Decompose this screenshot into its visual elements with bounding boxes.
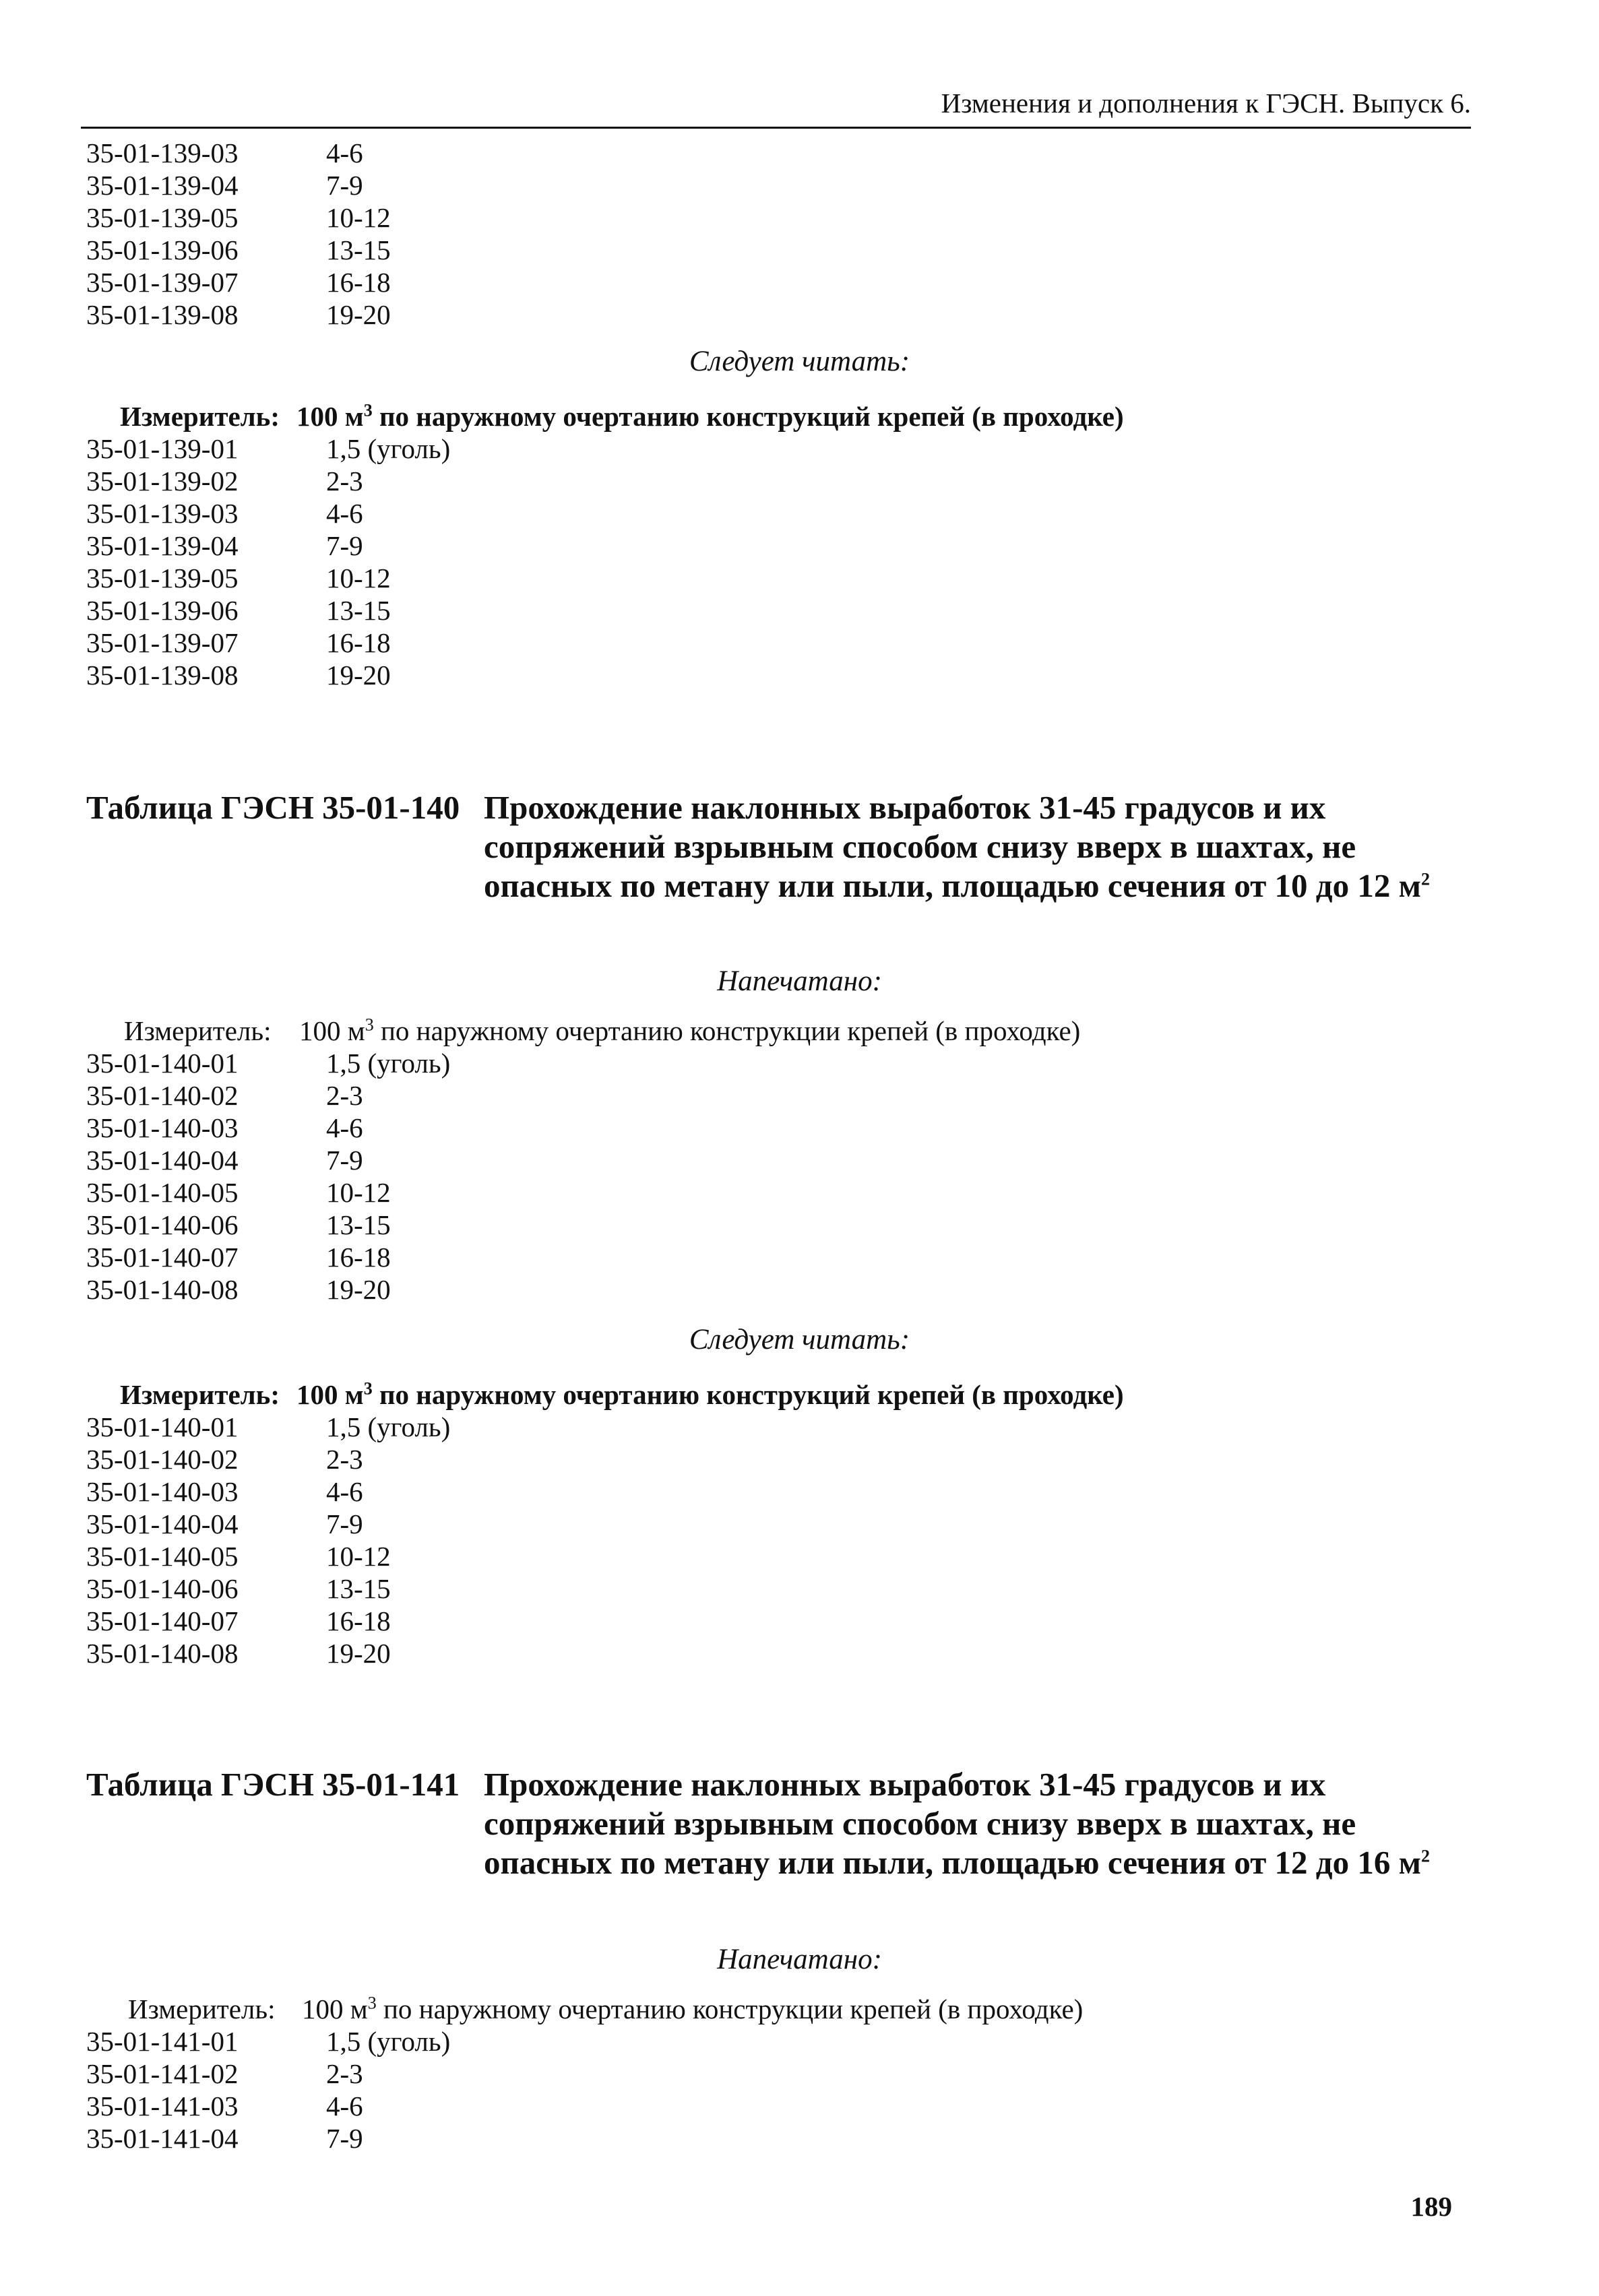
row-value: 7-9 [326,530,363,561]
measure-text [302,1993,1083,2025]
row-code: 35-01-140-07 [86,1605,239,1636]
row-code: 35-01-140-03 [86,1112,239,1143]
row-code: 35-01-141-02 [86,2058,239,2089]
measure-prefix: 100 м [296,1379,364,1410]
row-value: 4-6 [326,1112,363,1143]
table-141-prefix: Таблица ГЭСН 35-01-141 [86,1766,460,1803]
row-code: 35-01-139-06 [86,595,239,626]
row-code: 35-01-139-03 [86,137,239,168]
row-code: 35-01-139-06 [86,234,239,265]
table-140-title-text: Прохождение наклонных выработок 31-45 градусов и их сопряжений взрывным способом снизу вверх в шахтах, не опасных по метану или пыли, площадью сечения от 10 до 12 м [484,789,1421,904]
row-value: 7-9 [326,1508,363,1539]
row-code: 35-01-139-07 [86,267,239,298]
row-value: 10-12 [326,202,391,233]
row-value: 10-12 [326,563,391,594]
table-141-name [484,1765,1481,1882]
measure-suffix: по наружному очертанию конструкции крепей (в проходке) [376,1994,1084,2024]
table-140-name [484,788,1481,905]
row-code: 35-01-140-02 [86,1444,239,1475]
row-value: 4-6 [326,1476,363,1507]
measure-text [296,400,1124,433]
measure-label: Измеритель: [120,1379,280,1410]
header-divider [81,127,1471,129]
row-value: 16-18 [326,267,391,298]
measure-sup: 3 [365,1015,374,1035]
row-value: 10-12 [326,1177,391,1208]
printed-heading-141: Напечатано: [717,1944,882,1975]
row-code: 35-01-139-07 [86,627,239,658]
row-code: 35-01-139-03 [86,498,239,529]
should-read-heading-1: Следует читать: [689,346,910,377]
row-code: 35-01-140-05 [86,1541,239,1572]
row-code: 35-01-140-04 [86,1508,239,1539]
row-value: 2-3 [326,466,363,497]
row-code: 35-01-139-04 [86,530,239,561]
measure-suffix: по наружному очертанию конструкций крепей (в проходке) [372,1379,1124,1410]
row-value: 7-9 [326,1145,363,1176]
row-code: 35-01-139-08 [86,299,239,330]
table-140-prefix: Таблица ГЭСН 35-01-140 [86,789,460,826]
running-header: Изменения и дополнения к ГЭСН. Выпуск 6. [941,88,1471,119]
should-read-heading-140: Следует читать: [689,1324,910,1356]
row-code: 35-01-140-06 [86,1209,239,1240]
measure-label: Измеритель: [124,1015,272,1046]
row-value: 16-18 [326,1242,391,1273]
row-code: 35-01-140-03 [86,1476,239,1507]
row-value: 7-9 [326,170,363,201]
row-code: 35-01-140-06 [86,1573,239,1604]
measure-text [299,1015,1080,1047]
row-value: 4-6 [326,2091,363,2122]
row-code: 35-01-140-04 [86,1145,239,1176]
row-value: 1,5 (уголь) [326,1048,451,1079]
row-code: 35-01-140-07 [86,1242,239,1273]
measure-label: Измеритель: [128,1994,276,2024]
row-value: 4-6 [326,137,363,168]
row-code: 35-01-141-01 [86,2026,239,2057]
measure-label: Измеритель: [120,401,280,432]
row-value: 2-3 [326,1444,363,1475]
row-code: 35-01-139-08 [86,660,239,691]
row-value: 1,5 (уголь) [326,433,451,464]
measure-prefix: 100 м [299,1015,365,1046]
table-141-title-text: Прохождение наклонных выработок 31-45 градусов и их сопряжений взрывным способом снизу вверх в шахтах, не опасных по метану или пыли, площадью сечения от 12 до 16 м [484,1766,1421,1881]
row-code: 35-01-139-05 [86,563,239,594]
row-code: 35-01-139-02 [86,466,239,497]
row-value: 19-20 [326,660,391,691]
row-code: 35-01-140-08 [86,1274,239,1305]
row-value: 16-18 [326,1605,391,1636]
row-value: 10-12 [326,1541,391,1572]
row-value: 1,5 (уголь) [326,1411,451,1442]
row-code: 35-01-141-04 [86,2123,239,2154]
row-value: 2-3 [326,1080,363,1111]
row-code: 35-01-140-01 [86,1411,239,1442]
row-value: 19-20 [326,299,391,330]
row-value: 4-6 [326,498,363,529]
measure-suffix: по наружному очертанию конструкции крепей (в проходке) [373,1015,1081,1046]
measure-sup: 3 [363,1378,373,1399]
printed-heading-140: Напечатано: [717,965,882,997]
measure-prefix: 100 м [302,1994,368,2024]
row-value: 13-15 [326,1573,391,1604]
table-141-title-sup: 2 [1420,1846,1430,1866]
measure-suffix: по наружному очертанию конструкций крепей (в проходке) [372,401,1124,432]
row-value: 13-15 [326,1209,391,1240]
row-code: 35-01-141-03 [86,2091,239,2122]
page-number: 189 [1410,2191,1452,2222]
row-value: 7-9 [326,2123,363,2154]
measure-text [296,1378,1124,1411]
row-code: 35-01-139-04 [86,170,239,201]
row-code: 35-01-139-01 [86,433,239,464]
measure-prefix: 100 м [296,401,364,432]
row-value: 2-3 [326,2058,363,2089]
row-value: 1,5 (уголь) [326,2026,451,2057]
row-code: 35-01-140-08 [86,1638,239,1669]
table-140-title-sup: 2 [1420,869,1430,889]
row-value: 16-18 [326,627,391,658]
row-value: 13-15 [326,234,391,265]
row-value: 19-20 [326,1638,391,1669]
measure-sup: 3 [367,1993,377,2013]
row-code: 35-01-140-02 [86,1080,239,1111]
row-value: 13-15 [326,595,391,626]
row-code: 35-01-139-05 [86,202,239,233]
measure-sup: 3 [363,400,373,420]
row-value: 19-20 [326,1274,391,1305]
row-code: 35-01-140-05 [86,1177,239,1208]
row-code: 35-01-140-01 [86,1048,239,1079]
